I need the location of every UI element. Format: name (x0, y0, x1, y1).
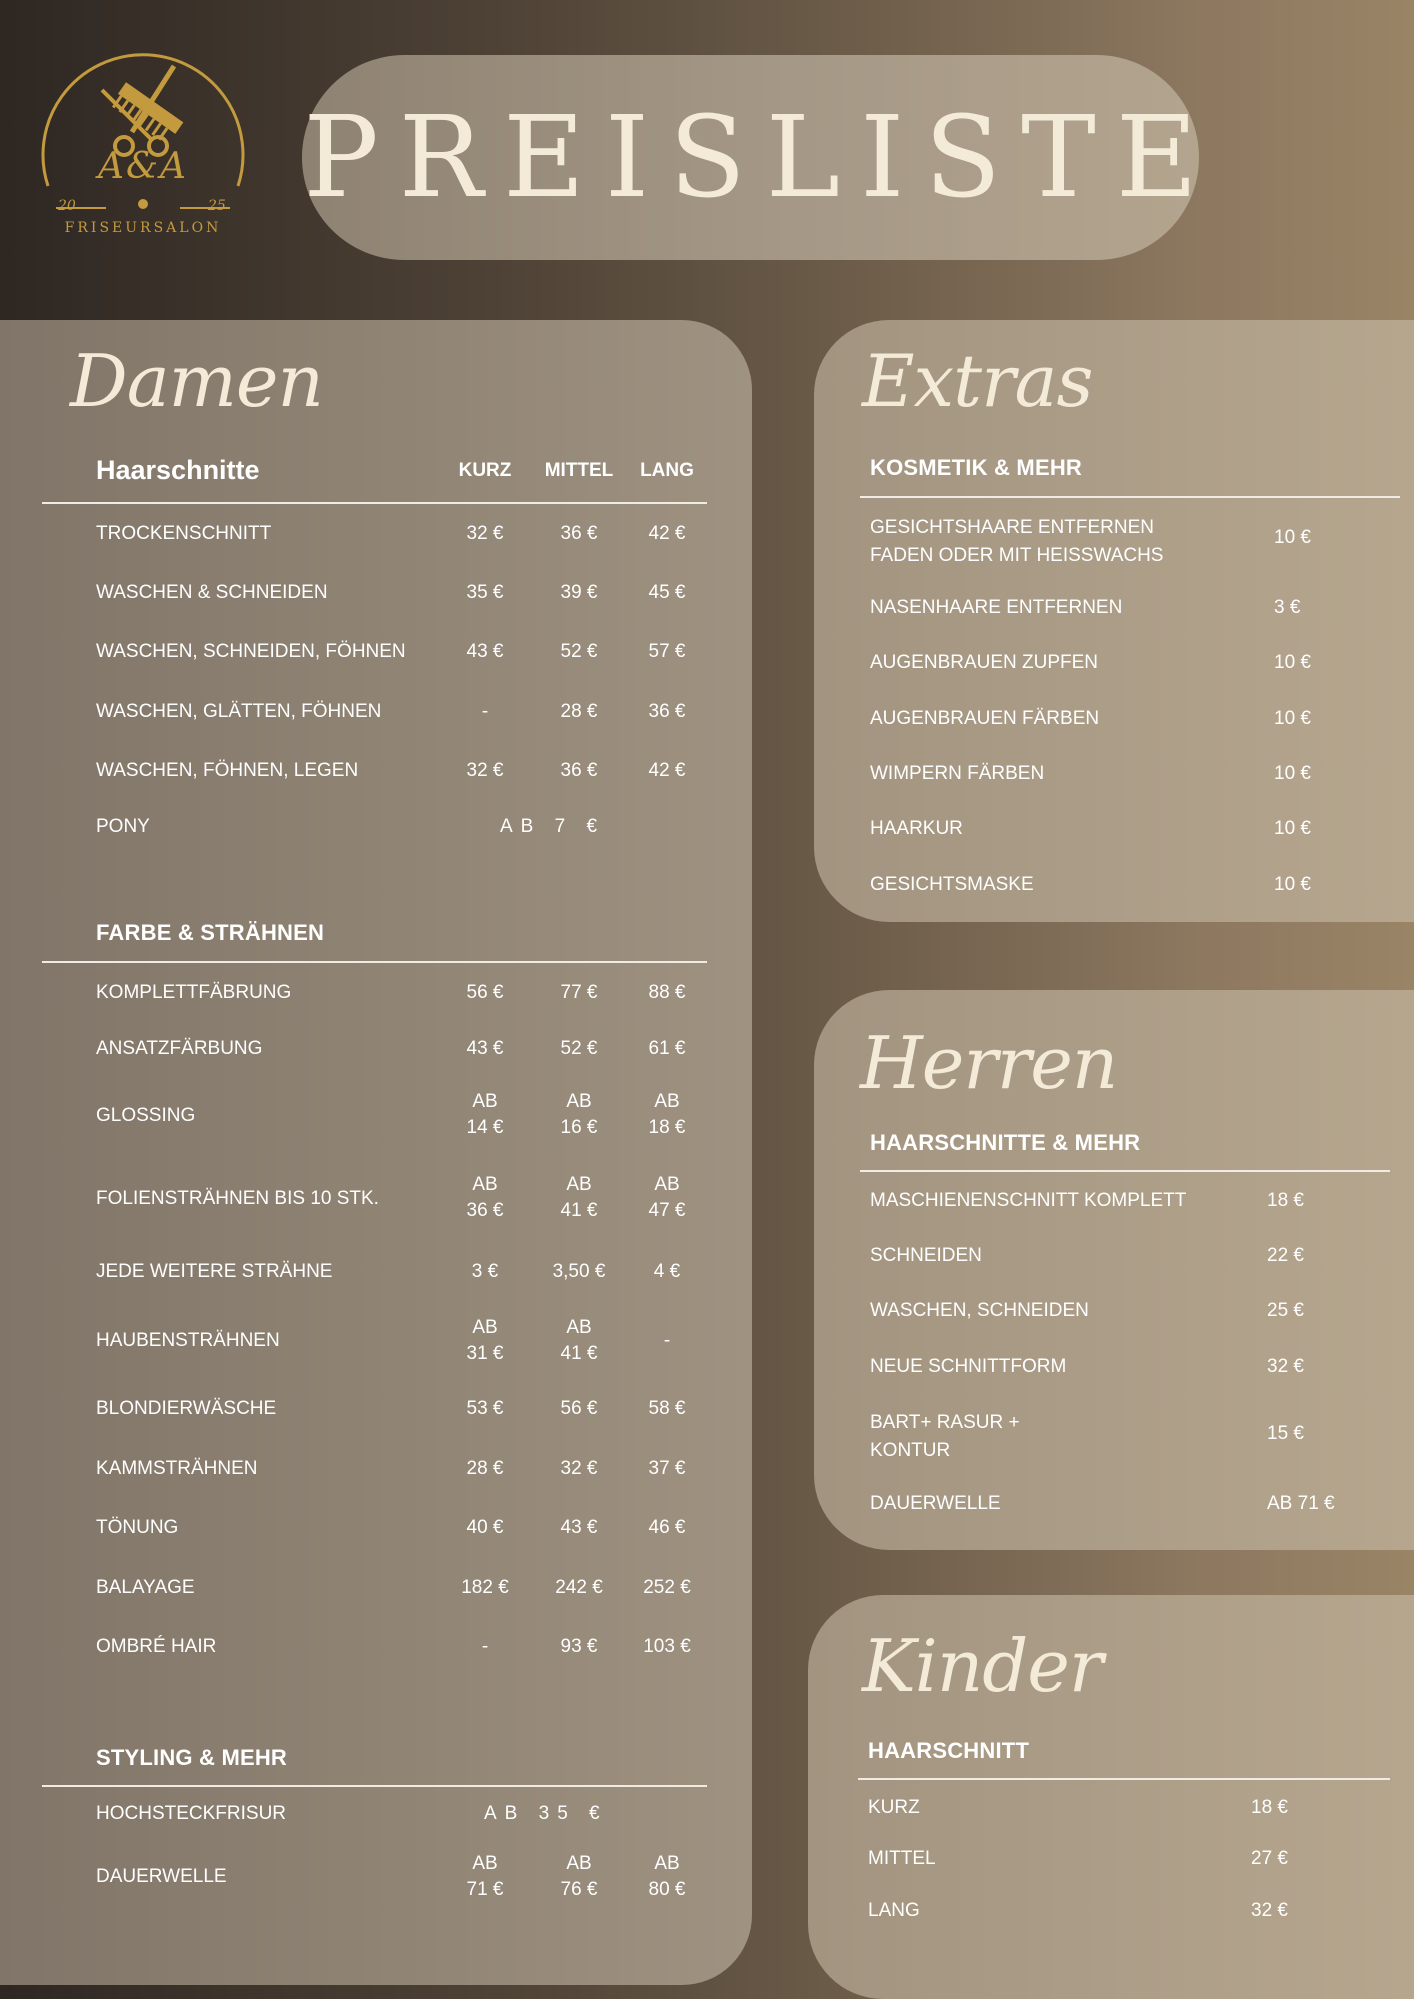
divider (860, 496, 1400, 498)
row-label: LANG (868, 1900, 920, 1921)
price-mittel: 39 € (560, 582, 598, 603)
price-kurz: 32 € (466, 523, 504, 544)
row-label: PONY (96, 816, 150, 837)
row-label: KURZ (868, 1797, 920, 1818)
price-mittel: 28 € (560, 701, 598, 722)
price-lang: AB 80 € (648, 1853, 686, 1900)
row-label: KOMPLETTFÄBRUNG (96, 982, 292, 1003)
price-mittel: 242 € (555, 1577, 603, 1598)
price-mittel: 32 € (560, 1458, 598, 1479)
price-hochsteck: AB 35 € (484, 1803, 608, 1824)
styling-title: STYLING & MEHR (96, 1745, 288, 1770)
price-kurz: - (481, 701, 489, 722)
price-kurz: 35 € (466, 582, 504, 603)
row-label: HAARKUR (870, 818, 963, 839)
row-label: DAUERWELLE (870, 1493, 1001, 1514)
row-label: HAUBENSTRÄHNEN (96, 1330, 280, 1351)
haarschnitte-title: Haarschnitte (96, 455, 260, 485)
price-mittel: 52 € (560, 641, 598, 662)
logo-year-right: 25 (208, 198, 226, 214)
price-lang: AB 18 € (648, 1091, 686, 1138)
price-mittel: AB 76 € (560, 1853, 598, 1900)
price-kurz: 43 € (466, 1038, 504, 1059)
price-mittel: 93 € (560, 1636, 598, 1657)
kinder-heading: Kinder (862, 1624, 1103, 1708)
row-label: MITTEL (868, 1848, 936, 1869)
price-mittel: AB 41 € (560, 1174, 598, 1221)
price-kurz: 53 € (466, 1398, 504, 1419)
price-mittel: 3,50 € (552, 1261, 606, 1282)
kinder-section-title: HAARSCHNITT (868, 1738, 1030, 1763)
row-label: GESICHTSMASKE (870, 874, 1034, 895)
row-label: KAMMSTRÄHNEN (96, 1458, 258, 1479)
row-label: DAUERWELLE (96, 1866, 227, 1887)
price-kurz: 56 € (466, 982, 504, 1003)
price-kurz: AB 36 € (466, 1174, 504, 1221)
price-kurz: 3 € (471, 1261, 499, 1282)
price-pony: AB 7 € (500, 816, 606, 837)
price-lang: - (663, 1330, 671, 1351)
row-label: WIMPERN FÄRBEN (870, 763, 1045, 784)
price-lang: 46 € (648, 1517, 686, 1538)
price: 32 € (1267, 1356, 1304, 1377)
price: 22 € (1267, 1245, 1304, 1266)
farbe-title: FARBE & STRÄHNEN (96, 920, 325, 945)
row-label: TROCKENSCHNITT (96, 523, 272, 544)
damen-panel (0, 320, 752, 1985)
row-label: WASCHEN, GLÄTTEN, FÖHNEN (96, 701, 382, 722)
kosmetik-title: KOSMETIK & MEHR (870, 455, 1082, 480)
divider (42, 502, 707, 504)
price-kurz: 182 € (461, 1577, 509, 1598)
price: 27 € (1251, 1848, 1288, 1869)
price-mittel: AB 16 € (560, 1091, 598, 1138)
price-kurz: 40 € (466, 1517, 504, 1538)
price-lang: 42 € (648, 523, 686, 544)
extras-heading: Extras (862, 339, 1093, 423)
row-label: AUGENBRAUEN ZUPFEN (870, 652, 1099, 673)
price-kurz: AB 14 € (466, 1091, 504, 1138)
row-label: GESICHTSHAARE ENTFERNEN FADEN ODER MIT HEISSWACHS (870, 517, 1164, 566)
price-lang: 45 € (648, 582, 686, 603)
row-label: WASCHEN & SCHNEIDEN (96, 582, 328, 603)
row-label: BLONDIERWÄSCHE (96, 1398, 277, 1419)
price: 15 € (1267, 1423, 1304, 1444)
divider (42, 961, 707, 963)
price: AB 71 € (1267, 1493, 1335, 1514)
price-kurz: AB 71 € (466, 1853, 504, 1900)
row-label: TÖNUNG (96, 1517, 179, 1538)
row-label: WASCHEN, SCHNEIDEN, FÖHNEN (96, 641, 406, 662)
logo-year-left: 20 (58, 198, 76, 214)
price: 25 € (1267, 1300, 1304, 1321)
row-label: HOCHSTECKFRISUR (96, 1803, 287, 1824)
row-label: ANSATZFÄRBUNG (96, 1038, 263, 1059)
divider (42, 1785, 707, 1787)
col-head-lang: LANG (640, 460, 694, 481)
price: 10 € (1274, 652, 1311, 673)
price: 32 € (1251, 1900, 1288, 1921)
price-lang: 61 € (648, 1038, 686, 1059)
price: 10 € (1274, 763, 1311, 784)
price: 18 € (1251, 1797, 1288, 1818)
herren-heading: Herren (860, 1021, 1118, 1105)
row-label: BALAYAGE (96, 1577, 195, 1598)
price-kurz: AB 31 € (466, 1317, 504, 1364)
price-mittel: 36 € (560, 760, 598, 781)
logo-subtitle: FRISEURSALON (64, 220, 222, 236)
title-banner (302, 55, 1218, 260)
row-label: WASCHEN, FÖHNEN, LEGEN (96, 760, 359, 781)
price-mittel: 43 € (560, 1517, 598, 1538)
price-kurz: 28 € (466, 1458, 504, 1479)
row-label: WASCHEN, SCHNEIDEN (870, 1300, 1089, 1321)
price-lang: 37 € (648, 1458, 686, 1479)
herren-section-title: HAARSCHNITTE & MEHR (870, 1130, 1141, 1155)
price: 10 € (1274, 874, 1311, 895)
price-lang: 252 € (643, 1577, 691, 1598)
price-lang: 36 € (648, 701, 686, 722)
price: 3 € (1274, 597, 1301, 618)
page-title: PREISLISTE (303, 92, 1218, 223)
row-label: NASENHAARE ENTFERNEN (870, 597, 1123, 618)
price-lang: AB 47 € (648, 1174, 686, 1221)
row-label: BART+ RASUR + KONTUR (870, 1412, 1020, 1461)
row-label: OMBRÉ HAIR (96, 1636, 217, 1657)
price: 10 € (1274, 818, 1311, 839)
price-kurz: 43 € (466, 641, 504, 662)
row-label: MASCHIENENSCHNITT KOMPLETT (870, 1190, 1187, 1211)
price: 10 € (1274, 708, 1311, 729)
price: 18 € (1267, 1190, 1304, 1211)
scissors-comb-icon (36, 36, 250, 246)
price-mittel: 77 € (560, 982, 598, 1003)
price-mittel: 36 € (560, 523, 598, 544)
price-lang: 88 € (648, 982, 686, 1003)
price-kurz: 32 € (466, 760, 504, 781)
price: 10 € (1274, 527, 1311, 548)
row-label: NEUE SCHNITTFORM (870, 1356, 1067, 1377)
price-lang: 58 € (648, 1398, 686, 1419)
price-lang: 103 € (643, 1636, 691, 1657)
damen-heading: Damen (70, 339, 323, 423)
salon-logo (36, 36, 250, 246)
row-label: SCHNEIDEN (870, 1245, 982, 1266)
row-label: FOLIENSTRÄHNEN BIS 10 STK. (96, 1188, 379, 1209)
price-mittel: 52 € (560, 1038, 598, 1059)
col-head-mittel: MITTEL (544, 460, 614, 481)
row-label: AUGENBRAUEN FÄRBEN (870, 708, 1100, 729)
price-lang: 57 € (648, 641, 686, 662)
price-lang: 42 € (648, 760, 686, 781)
price-kurz: - (481, 1636, 489, 1657)
price-mittel: 56 € (560, 1398, 598, 1419)
divider (860, 1170, 1390, 1172)
price-lang: 4 € (653, 1261, 681, 1282)
row-label: JEDE WEITERE STRÄHNE (96, 1261, 333, 1282)
col-head-kurz: KURZ (458, 460, 512, 481)
price-mittel: AB 41 € (560, 1317, 598, 1364)
row-label: GLOSSING (96, 1105, 196, 1126)
divider (858, 1778, 1390, 1780)
logo-initials: A&A (97, 146, 189, 187)
